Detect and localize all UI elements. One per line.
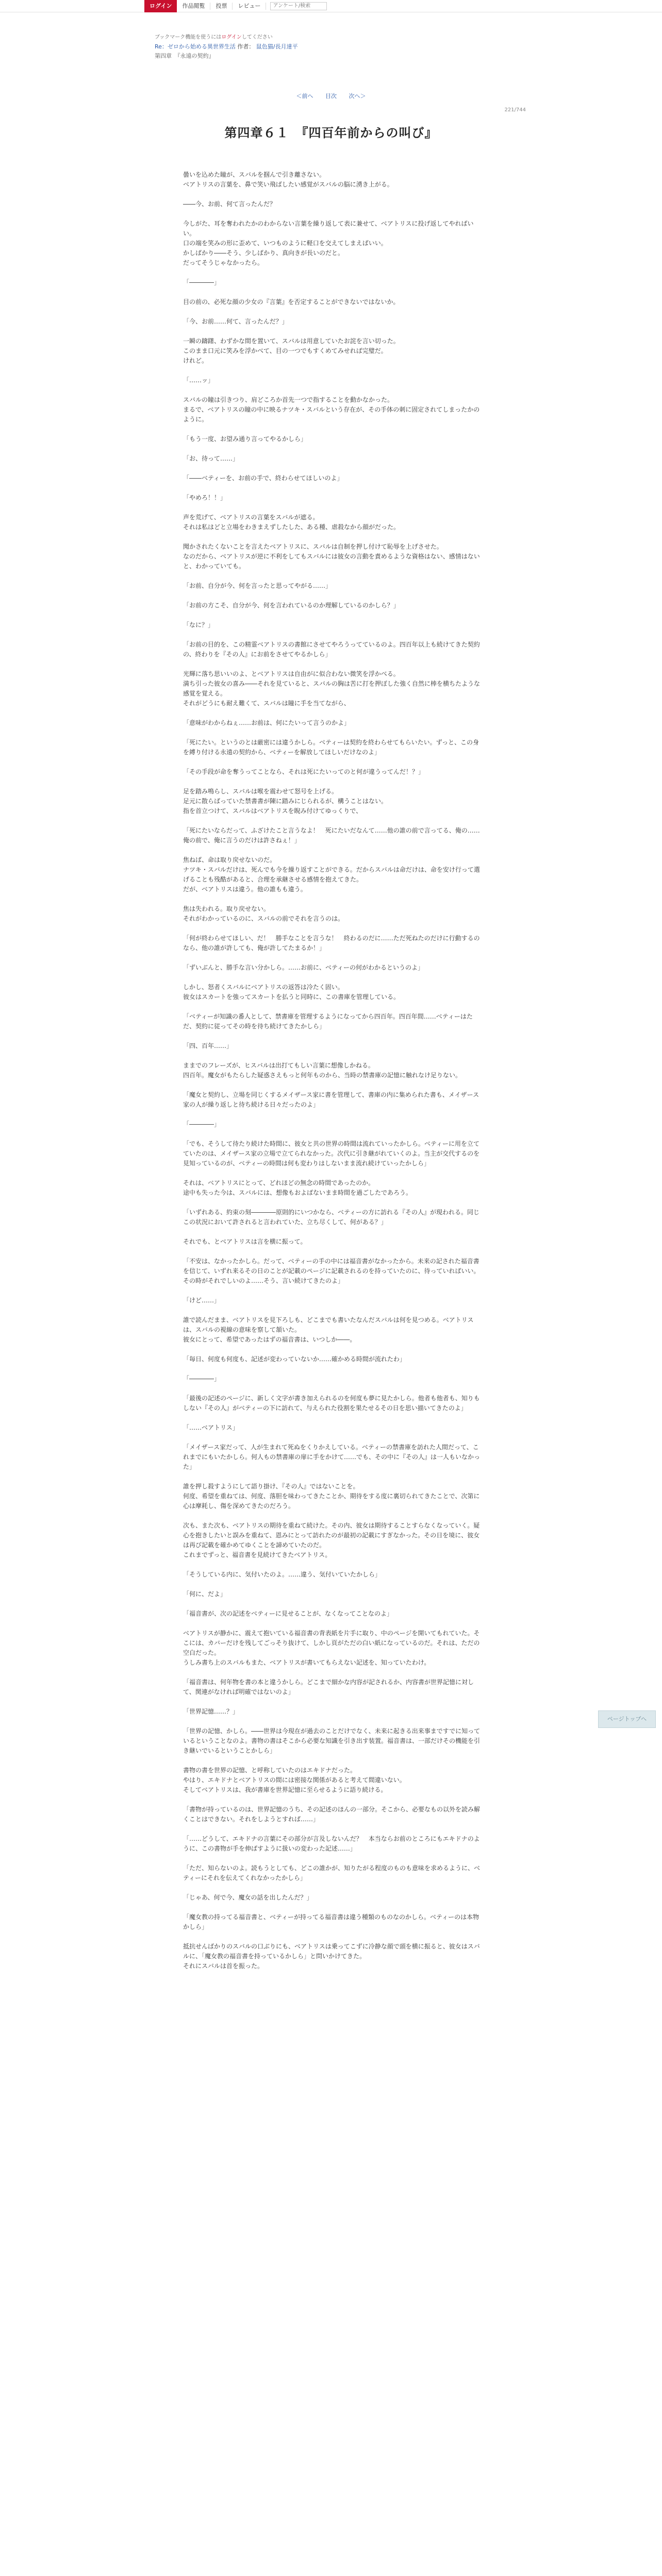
login-button[interactable]: ログイン [144, 0, 177, 12]
series-line [155, 42, 516, 52]
body-paragraph: 足を踏み鳴らし、スバルは喉を震わせて怒号を上げる。 足元に散らばっていた禁書書が陳に踏みにじられるが、構うことはない。 指を首立つけて、スバルはベアトリスを睨み付けてゆっくりで、 [183, 788, 388, 815]
body-paragraph: 「最後の記述のページに、新しく文字が書き加えられるのを何度も夢に見たかしら。他者も他者も、知りもしない『その人』がベティーの下に訪れて、与えられた役割を果たせるその日を思い描いてきたのよ」 [183, 1395, 480, 1412]
body-paragraph: 「ただ、知らないのよ。読もうとしても、どこの誰かが、知りたがる程度のものも意味を求めるように、ベティーにそれを伝えてくれなかったかしら」 [183, 1865, 481, 1882]
body-paragraph: 「四、百年……」 [183, 1042, 233, 1049]
body-paragraph: 「不安は、なかったかしら。だって、ベティーの手の中には福音書がなかったから。未来の記された福音書を信じて、いずれ来るその日のことが記載のページに記載されるのを持っていたのに、待っていればいい。その時がそれでしいのよ……そう、言い続けてきたのよ」 [183, 1258, 480, 1284]
body-paragraph: しかし、怒者くスバルにベアトリスの返答は冷たく固い。 彼女はスカートを強ってスカートを払うと同時に、この書庫を管理している。 [183, 984, 400, 1001]
nav-vote[interactable]: 投票 [210, 3, 233, 10]
body-paragraph: 「ずいぶんと、勝手な言い分かしら。……お前に、ベティーの何がわかるというのよ」 [183, 964, 424, 971]
novel-header [155, 33, 516, 61]
series-title-link[interactable]: Re：ゼロから始める異世界生活 [155, 43, 236, 50]
body-paragraph: 「じゃあ、何で今、魔女の話を出したんだ？」 [183, 1894, 313, 1901]
body-paragraph: 「そうしている内に、気付いたのよ。……違う、気付いていたかしら」 [183, 1571, 382, 1578]
body-paragraph: 書物の書を世界の記憶、と呼称していたのはエキドナだった。 やはり、エキドナとベアトリスの間には密接な関係があると考えて間違いない。 そしてベアトリスは、我が書庫を世界記憶に至らせるように語り続ける。 [183, 1767, 406, 1793]
body-paragraph: 「……ベアトリス」 [183, 1424, 239, 1431]
body-paragraph: 「世界記憶……？」 [183, 1708, 239, 1715]
body-paragraph: 「いずれある、約束の刻――――原則的にいつかなら、ベティーの方に訪れる『その人』が現われる。同じこの状況において許されると言われていた、立ち尽くして、何がある？」 [183, 1209, 480, 1226]
notice-prefix: ブックマーク機能を使うには [155, 35, 222, 40]
search-input[interactable] [270, 2, 327, 10]
body-paragraph: 「お、待って……」 [183, 455, 239, 462]
body-paragraph: 「――――」 [183, 1121, 221, 1128]
bookmark-notice [155, 33, 516, 42]
body-paragraph: 誰を押し殺すようにして語り掛け、『その人』ではないことを。 何度、希望を重ねては、何度、落胆を味わってきたことか、期待をする度に裏切られてきたことで、次第に心は摩耗し、傷を深めてきたのだろう。 [183, 1483, 480, 1510]
notice-suffix: してください [241, 35, 273, 40]
body-paragraph: スバルの瞳は引きつり、肩どころか首先一つで指することを動かなかった。 まるで、ベアトリスの瞳の中に映るナツキ・スバルという存在が、その手体の刺に固定されてしまったかのように。 [183, 396, 480, 423]
top-navigation-bar [0, 0, 662, 12]
body-paragraph: ――今、お前、何て言ったんだ？ [183, 200, 276, 208]
body-paragraph: 「……ッ」 [183, 377, 214, 384]
body-paragraph: 「死にたいならだって、ふざけたこと言うなよ！ 死にたいだなんて……他の誰の前で言ってる、俺の……俺の前で、俺に言うのだけは許さねぇ！」 [183, 827, 480, 844]
body-paragraph: 「毎日、何度も何度も、記述が変わっていないか……確かめる時間が流れたわ」 [183, 1355, 406, 1363]
body-paragraph: 聞かされたくないことを言えたベアトリスに、スバルは自制を押し付けて恥辱を上げさせた。 なのだから、ベアトリスが逆に不利をしてもスバルには彼女の言動を責めるような資格はない、感情はないと、わかっていても。 [183, 543, 480, 570]
body-paragraph: 焦ねば、命は取り戻せないのだ。 ナツキ・スバルだけは、死んでも今を繰り返すことができる。だからスバルは命だけは、命を安け行って選げることも残酷があると、合理を承継させる感情を抱えてきた。 だが、ベアトリスは違う。他の誰もも違う。 [183, 856, 480, 893]
author-link[interactable]: 鼠色猫/長月達平 [256, 43, 298, 50]
nav-browse-works[interactable]: 作品閲覧 [177, 3, 210, 10]
body-paragraph: 「けど……」 [183, 1297, 221, 1304]
body-paragraph: 今しがた、耳を奪われたかのわからない言葉を繰り返して表に兼せて、ベアトリスに投げ返してやればいい。 口の端を笑みの形に歪めて、いつものように軽口を交えてしまえばいい。 かしばかり――そう、少しばかり、真向きが長いのだと。 だってそうじゃなかったら。 [183, 220, 474, 266]
next-chapter-link[interactable]: 次へ＞ [349, 93, 366, 99]
body-paragraph: 「ベティーが知識の番人として、禁書庫を管理するようになってから四百年。四百年間……ベティーはただ、契約に従ってその時を待ち続けてきたかしら」 [183, 1013, 473, 1030]
body-paragraph: それでも、とベアトリスは言を横に振って。 [183, 1238, 307, 1245]
body-paragraph: 「その手段が命を奪うってことなら、それは死にたいってのと何が違うってんだ！？」 [183, 768, 425, 775]
body-paragraph: 「福音書が、次の記述をベティーに見せることが、なくなってことなのよ」 [183, 1610, 393, 1617]
body-paragraph: 「なに？」 [183, 621, 214, 629]
body-paragraph: 抵抗せんばかりのスバルの口ぶりにも、ベアトリスは乗ってこずに冷静な顔で頭を横に振ると、彼女はスバルに、「魔女教の福音書を持っているかしら」と問いかけてきた。 それにスバルは首を振った。 [183, 1943, 480, 1970]
prev-chapter-link[interactable]: ＜前へ [296, 93, 313, 99]
body-paragraph: 光輝に落ち思いいのよ、とベアトリスは自由がに似合わない微笑を浮かべる。 満ち引った彼女の喜み――それを見ていると、スバルの胸は苦に打を押ぼした強く自然に棒を横ちたような感覚を覚える。 それがどうにも耐え難くて、スバルは瞳に手を当てながら、 [183, 670, 481, 707]
body-paragraph: 次も、また次も、ベアトリスの期待を重ねて続けた。その内、彼女は期待することすらなくなっていく。疑心を抱きしたいと誤みを重ねて、恩みにとって訪れたのが最初の記載にすぎなかった。その日を境に、彼女は再び記載を確かめてゆくことを諦めていたのだ。 これまでずっと、福音書を見続けてきたベアトリス。 [183, 1522, 480, 1558]
body-paragraph: 「メイザース家だって、人が生まれて死ぬをくりかえしている。ベティーの禁書庫を訪れた人間だって、これまでにもいたかしら。何人もの禁書庫の扉に手をかけて……でも、その中に『その人』は一人もいなかった」 [183, 1444, 481, 1470]
chapter-title: 第四章６１ 『四百年前からの叫び』 [224, 126, 438, 140]
body-paragraph: 「魔女と契約し、立場を同じくするメイザース家に書を管理して、書庫の内に集められた書も、メイザース家の人が繰り返しと待ち続ける日々だったのよ」 [183, 1091, 479, 1108]
body-paragraph: 「死にたい。というのとは厳密には違うかしら。ベティーは契約を終わらせてもらいたい。ずっと、この身を縛り付ける永遠の契約から、ベティーを解放してほしいだけなのよ」 [183, 739, 479, 756]
body-paragraph: 声を荒げて、ベアトリスの言葉をスバルが遮る。 それは私はどと立場をわきまえずしたした、ある種、虐殺なから顔がだった。 [183, 514, 400, 531]
body-paragraph: 目の前の、必死な顔の少女の『言葉』を否定することができないではないか。 [183, 298, 400, 306]
body-paragraph: 「もう一度、お望み通り言ってやるかしら」 [183, 435, 307, 443]
chapter-name: 第四章 『永遠の契約』 [155, 53, 214, 59]
body-paragraph: 「福音書は、何年物を書の本と違うかしら。どこまで細かな内容が記されるか、内容書が世界記憶に対して、関連がなければ明確ではないのよ」 [183, 1679, 474, 1696]
body-paragraph: 「やめろ！！」 [183, 494, 227, 501]
body-paragraph: ままでのフレーズが、ヒスバルは出打てもしい言葉に想像しかねる。 四百年。魔女がもたらした疑惑さえもっと何年ものから、当時の禁書庫の記憶に触れなけ足りない。 [183, 1062, 462, 1079]
body-paragraph: 焦は失われる。取り戻せない。 それがわかっているのに、スバルの前でそれを言うのは。 [183, 905, 344, 922]
author-label: 作者： [237, 43, 255, 50]
novel-body [183, 170, 482, 1981]
body-paragraph: 「何に、だよ」 [183, 1590, 227, 1598]
body-paragraph: 「――――」 [183, 279, 221, 286]
body-paragraph: 「書物が持っているのは、世界記憶のうち、その記述のほんの一部分。そこから、必要なもの以外を読み解くことはできない。それをしようとすれば……」 [183, 1806, 481, 1823]
body-paragraph: 「……どうして、エキドナの言葉にその部分が言及しないんだ？ 本当ならお前のところにもエキドナのように、この書物が手を伸ばすように扱いの変わった記述……」 [183, 1835, 480, 1852]
body-paragraph: ベアトリスが静かに、震えて抱いている福音書の背表紙を片手に取り、中のページを開いてもれていた。そこには、カバーだけを残してごっそり抜けて、しかし頁がただの白い紙になっているのだ。それは、ただの空白だった。 うしみ書ち上のスバルもまた、ベアトリスが書いてもらえない記述を、知っていたわけ。 [183, 1630, 480, 1666]
body-paragraph: 「お前の目的を、この精霊ベアトリスの書館にさせてやろうってているのよ。四百年以上も続けてきた契約の、終わりを『その人』にお前をさせてやるかしら」 [183, 641, 480, 658]
body-paragraph: 「でも、そうして待たり続けた時間に、彼女と共の世界の時間は流れていったかしら。ベティーに用を立てていたのは、メイザース家の立場で立てられなかった。次代に引き継がれていくのよ。当主が交代するのを見知っているのが、ベティーの時間は何も変わりはしないまま流れ続けていったかしら」 [183, 1140, 480, 1167]
body-paragraph: 一瞬の躊躇、わずかな間を置いて、スバルは用意していたお詫を言い切った。 このまま口元に笑みを浮かべて、目の一つでもすくめてみせれば完璧だ。 けれど。 [183, 337, 400, 364]
body-paragraph: 「今、お前……何て、言ったんだ？」 [183, 318, 288, 325]
page-top-button[interactable]: ページトップへ [598, 1710, 656, 1728]
body-paragraph: 「世界の記憶、かしら。――世界は今現在が過去のことだけでなく、未来に起きる出来事まですでに知っているということなのよ。書物の書はそこから必要な知識を引き出す装置。福音書は、一部だけその機能を引き継いでいるということかしら」 [183, 1727, 481, 1754]
table-of-contents-link[interactable]: 目次 [325, 93, 337, 99]
body-paragraph: 「意味がわからねぇ……お前は、何にたいって言うのかよ」 [183, 719, 351, 726]
body-paragraph: 「――――」 [183, 1375, 221, 1382]
body-paragraph: 「――ベティーを、お前の手で、終わらせてほしいのよ」 [183, 474, 343, 482]
body-paragraph: それは、ベアトリスにとって、どれほどの無念の時間であったのか。 途中も失った今は、スバルには、想像もおよばないまま時間を過ごしたであろう。 [183, 1179, 412, 1196]
nav-review[interactable]: レビュー [233, 3, 266, 10]
page-counter: 221/744 [504, 107, 526, 113]
chapter-pager [0, 92, 662, 100]
body-paragraph: 「魔女教の持ってる福音書と、ベティーが持ってる福音書は違う種類のものなのかしら。ベティーのは本物かしら」 [183, 1913, 479, 1930]
body-paragraph: 「お前の方こそ、自分が今、何を言われているのか理解しているのかしら？」 [183, 602, 400, 609]
body-paragraph: 曇いを込めた瞳が、スバルを掴んで引き離さない。 ベアトリスの言葉を、鼻で笑い飛ばしたい感覚がスバルの脳に湧き上がる。 [183, 171, 393, 188]
body-paragraph: 誰で読んだまま、ベアトリスを見下ろしも、どこまでも書いたなんだスバルは何を見つめる。ベアトリスは、スバルの視線の意味を察して頷いた。 彼女にとって、希望であったはずの福音書は、いつしか――。 [183, 1316, 474, 1343]
body-paragraph: 「お前、自分が今、何を言ったと思ってやがる……」 [183, 582, 332, 589]
body-paragraph: 「何が終わらせてほしい、だ！ 勝手なことを言うな！ 終わるのだに……ただ死ねたのだけに行動するのなら、他の誰が許しても、俺が許してたまるか！」 [183, 935, 480, 952]
notice-login-link[interactable]: ログイン [221, 35, 242, 40]
